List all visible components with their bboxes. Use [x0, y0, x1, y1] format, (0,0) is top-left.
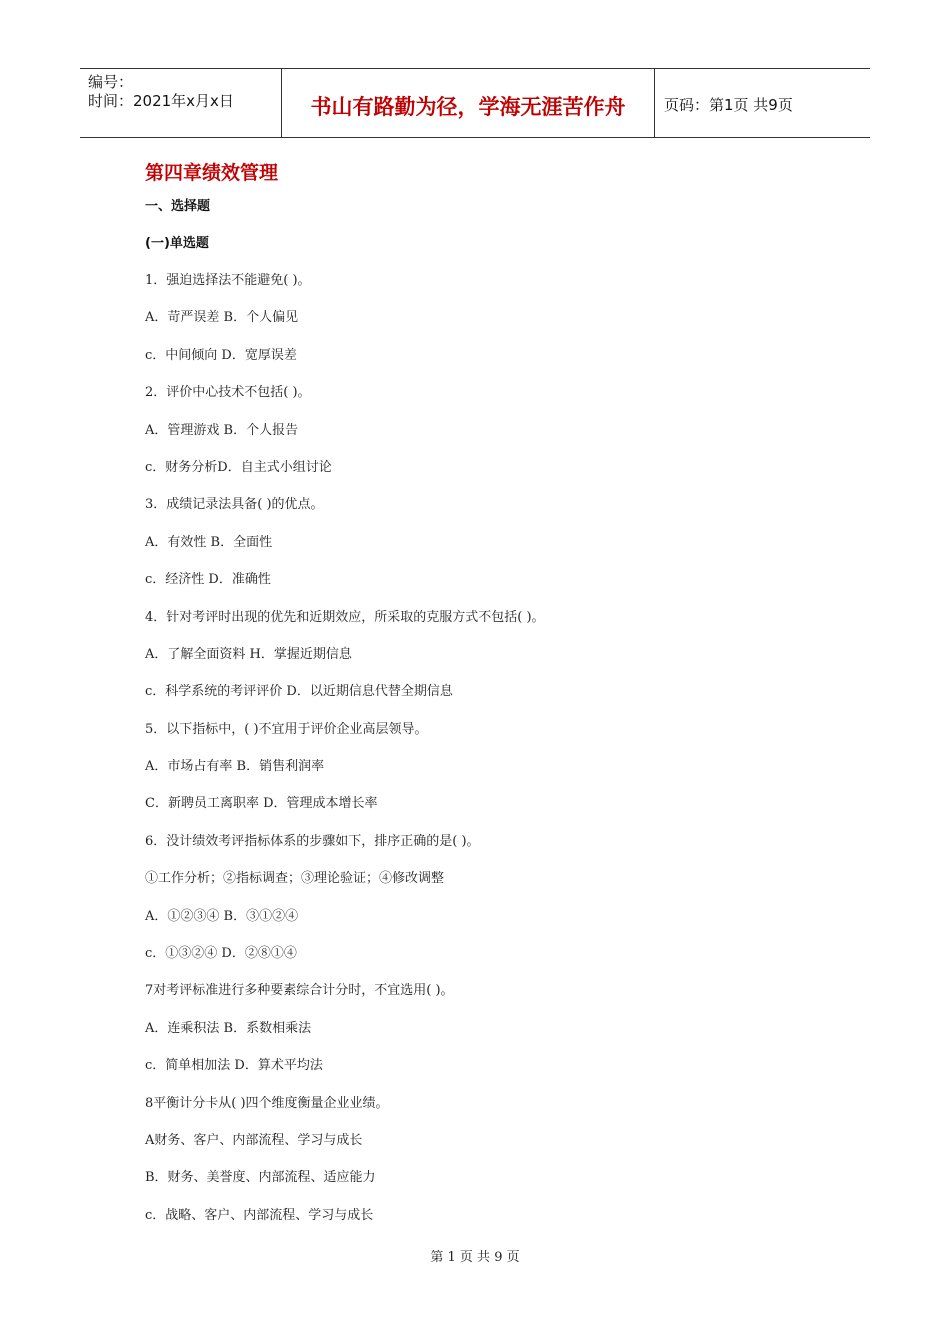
page-footer: 第 1 页 共 9 页 [430, 1250, 520, 1265]
question-line: A财务、客户、内部流程、学习与成长 [145, 1132, 363, 1148]
chapter-title: 第四章绩效管理 [145, 162, 279, 184]
question-line: c．①③②④ D．②⑧①④ [145, 946, 297, 962]
page-header [80, 68, 870, 138]
question-line: A．连乘积法 B．系数相乘法 [145, 1020, 312, 1036]
header-motto-cell [281, 69, 655, 137]
question-line: c．战略、客户、内部流程、学习与成长 [145, 1207, 374, 1223]
question-line: c．中间倾向 D．宽厚误差 [145, 347, 297, 363]
header-number-label: 编号： [88, 73, 134, 91]
section-heading: 一、选择题 [145, 199, 211, 214]
question-line: A．了解全面资料 H．掌握近期信息 [145, 646, 352, 662]
question-line: ①工作分析；②指标调查；③理论验证；④修改调整 [145, 871, 445, 887]
header-meta-cell [80, 69, 280, 137]
question-line: 2．评价中心技术不包括( )。 [145, 385, 311, 401]
question-line: c．简单相加法 D．算术平均法 [145, 1058, 323, 1074]
question-list [145, 262, 845, 1234]
document-body [145, 158, 845, 1234]
question-line: 1．强迫选择法不能避免( )。 [145, 273, 311, 288]
header-page-label: 页码：第1页 共9页 [664, 96, 793, 114]
question-line: C．新聘员工离职率 D．管理成本增长率 [145, 796, 378, 812]
header-page-cell [654, 69, 870, 137]
header-motto: 书山有路勤为径，学海无涯苦作舟 [310, 95, 626, 119]
subsection-heading: (一)单选题 [145, 236, 209, 251]
question-line: 5．以下指标中，( )不宜用于评价企业高层领导。 [145, 721, 428, 737]
question-line: A．管理游戏 B．个人报告 [145, 422, 299, 438]
question-line: 7对考评标准进行多种要素综合计分时，不宜选用( )。 [145, 983, 454, 999]
question-line: c．经济性 D．准确性 [145, 572, 271, 588]
question-line: A．市场占有率 B．销售利润率 [145, 759, 325, 775]
question-line: A．①②③④ B．③①②④ [145, 908, 299, 924]
question-line: 6．没计绩效考评指标体系的步骤如下，排序正确的是( )。 [145, 833, 480, 849]
question-line: A．有效性 B．全面性 [145, 534, 273, 550]
question-line: 4．针对考评时出现的优先和近期效应，所采取的克服方式不包括( )。 [145, 609, 545, 625]
question-line: B．财务、美誉度、内部流程、适应能力 [145, 1170, 376, 1186]
question-line: c．科学系统的考评评价 D．以近期信息代替全期信息 [145, 684, 453, 700]
question-line: 8平衡计分卡从( )四个维度衡量企业业绩。 [145, 1095, 389, 1111]
question-line: 3．成绩记录法具备( )的优点。 [145, 497, 324, 513]
question-line: A．苛严误差 B．个人偏见 [145, 310, 299, 326]
header-time-label: 时间：2021年x月x日 [88, 92, 234, 110]
question-line: c．财务分析D．自主式小组讨论 [145, 459, 332, 475]
